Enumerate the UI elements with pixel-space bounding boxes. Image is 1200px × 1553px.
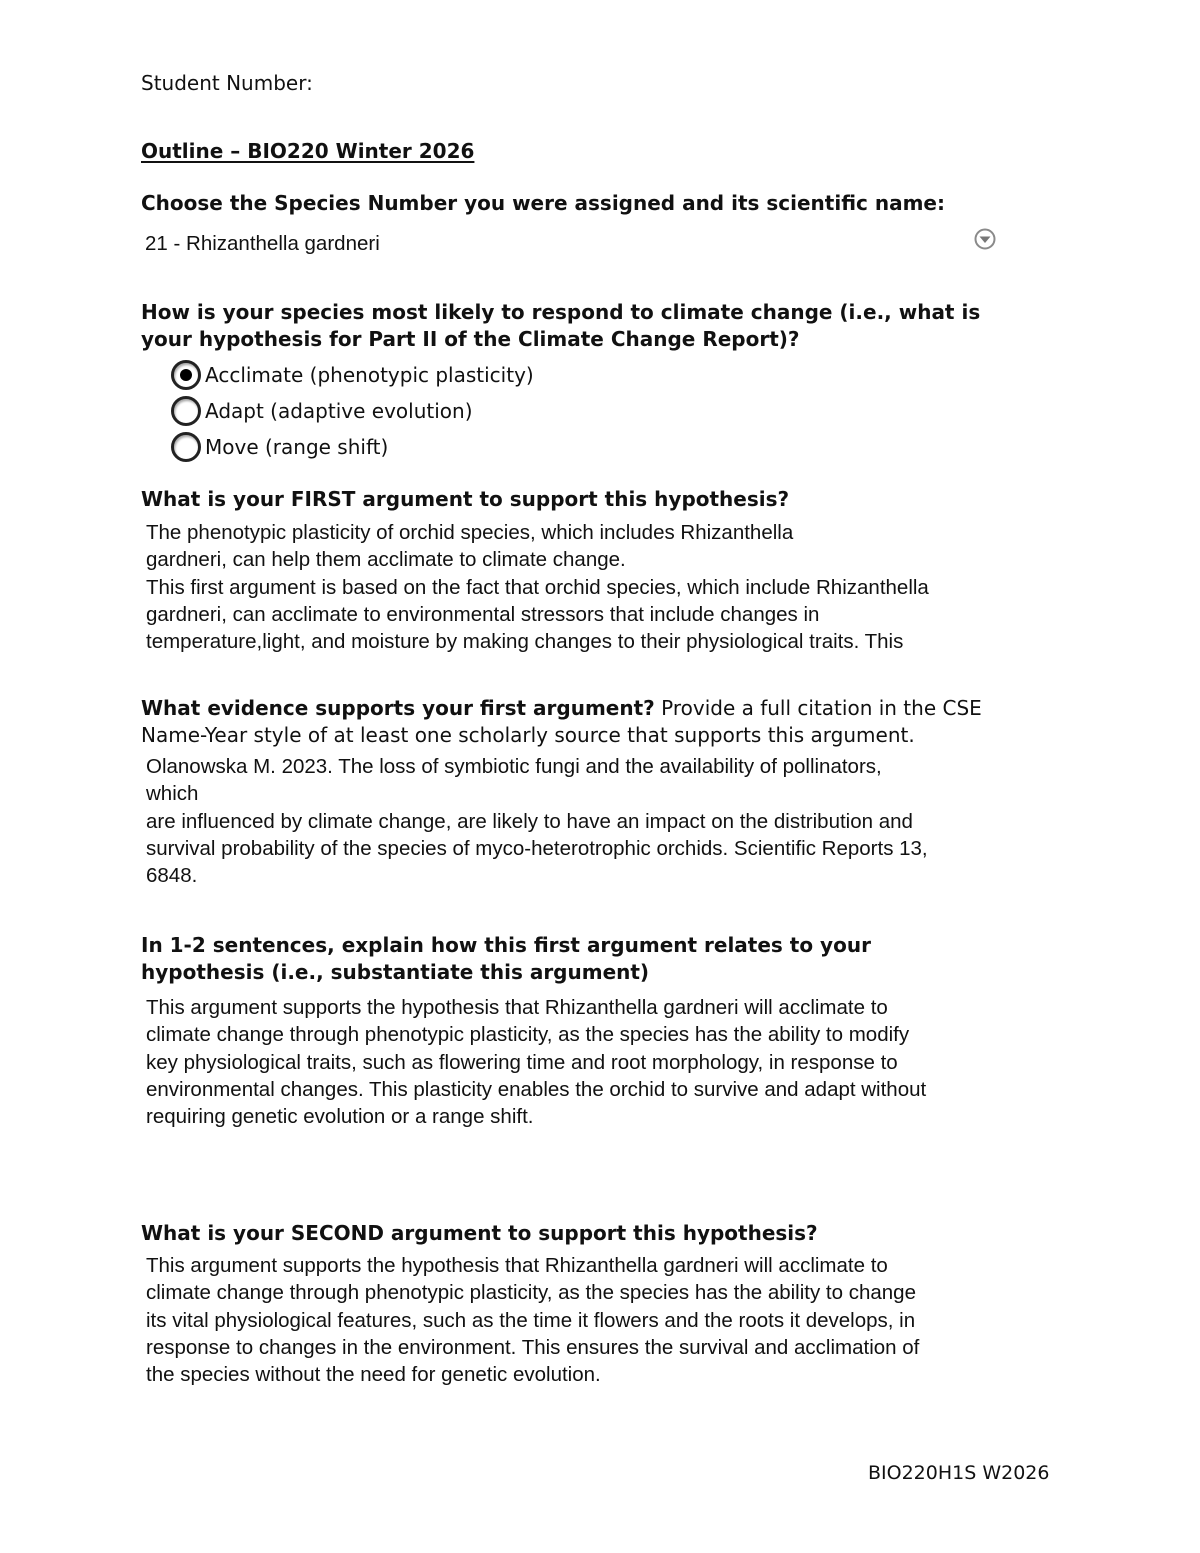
radio-acclimate[interactable] (171, 360, 201, 390)
answer-line: This argument supports the hypothesis that Rhizanthella gardneri will acclimate to (146, 996, 888, 1019)
answer-line: This first argument is based on the fact that orchid species, which include Rhizanthella (146, 575, 929, 599)
answer-line: which (146, 782, 199, 806)
option-label: Move (range shift) (205, 434, 389, 459)
footer-course-code: BIO220H1S W2026 (868, 1462, 1050, 1484)
answer-line: temperature,light, and moisture by making changes to their physiological traits. This (146, 630, 904, 654)
answer-line: 6848. (146, 864, 198, 888)
option-acclimate[interactable] (171, 357, 534, 393)
radio-move[interactable] (171, 432, 201, 462)
hypothesis-question-line: How is your species most likely to respond to climate change (i.e., what is (141, 300, 981, 324)
second-argument-answer[interactable] (146, 1252, 919, 1388)
first-argument-question: What is your FIRST argument to support this hypothesis? (141, 487, 790, 511)
answer-line: are influenced by climate change, are likely to have an impact on the distribution and (146, 809, 913, 833)
answer-line: climate change through phenotypic plasticity, as the species has the ability to change (146, 1281, 916, 1305)
option-label: Acclimate (phenotypic plasticity) (205, 362, 534, 387)
relation-question (141, 932, 871, 986)
species-selected-value: 21 - Rhizanthella gardneri (145, 232, 380, 255)
relation-answer[interactable] (146, 994, 926, 1130)
answer-line: climate change through phenotypic plasticity, as the species has the ability to modify (146, 1023, 910, 1047)
evidence-answer[interactable] (146, 753, 928, 889)
answer-line: environmental changes. This plasticity enables the orchid to survive and adapt without (146, 1077, 927, 1101)
second-argument-question: What is your SECOND argument to support this hypothesis? (141, 1221, 818, 1245)
species-dropdown[interactable] (141, 226, 1001, 260)
answer-line: the species without the need for genetic evolution. (146, 1363, 601, 1387)
evidence-question (141, 695, 982, 749)
answer-line: survival probability of the species of myco-heterotrophic orchids. Scientific Reports 13, (146, 836, 928, 860)
species-prompt: Choose the Species Number you were assigned and its scientific name: (141, 191, 945, 215)
answer-line: key physiological traits, such as flowering time and root morphology, in response to (146, 1050, 898, 1074)
answer-line: This argument supports the hypothesis that Rhizanthella gardneri will acclimate to (146, 1254, 888, 1277)
relation-question-line: In 1-2 sentences, explain how this first argument relates to your (141, 933, 871, 957)
option-move[interactable] (171, 429, 534, 465)
evidence-question-bold: What evidence supports your first argument? (141, 696, 655, 720)
radio-adapt[interactable] (171, 396, 201, 426)
answer-line: The phenotypic plasticity of orchid species, which includes Rhizanthella (146, 521, 794, 544)
hypothesis-question-line: your hypothesis for Part II of the Climate Change Report)? (141, 327, 800, 351)
evidence-question-line2: Name-Year style of at least one scholarly source that supports this argument. (141, 723, 915, 747)
option-label: Adapt (adaptive evolution) (205, 398, 473, 423)
answer-line: requiring genetic evolution or a range shift. (146, 1105, 534, 1129)
relation-question-line: hypothesis (i.e., substantiate this argument) (141, 960, 650, 984)
page-title: Outline – BIO220 Winter 2026 (141, 139, 475, 163)
option-adapt[interactable] (171, 393, 534, 429)
answer-line: gardneri, can help them acclimate to climate change. (146, 548, 626, 572)
answer-line: response to changes in the environment. This ensures the survival and acclimation of (146, 1335, 920, 1359)
answer-line: Olanowska M. 2023. The loss of symbiotic fungi and the availability of pollinators, (146, 755, 882, 778)
first-argument-answer[interactable] (146, 519, 929, 655)
hypothesis-options (171, 357, 534, 465)
student-number-label: Student Number: (141, 71, 313, 95)
evidence-question-rest: Provide a full citation in the CSE (654, 696, 982, 720)
answer-line: gardneri, can acclimate to environmental stressors that include changes in (146, 602, 820, 626)
hypothesis-question (141, 299, 980, 353)
answer-line: its vital physiological features, such as the time it flowers and the roots it develops, in (146, 1308, 916, 1332)
chevron-down-icon[interactable] (974, 228, 996, 250)
